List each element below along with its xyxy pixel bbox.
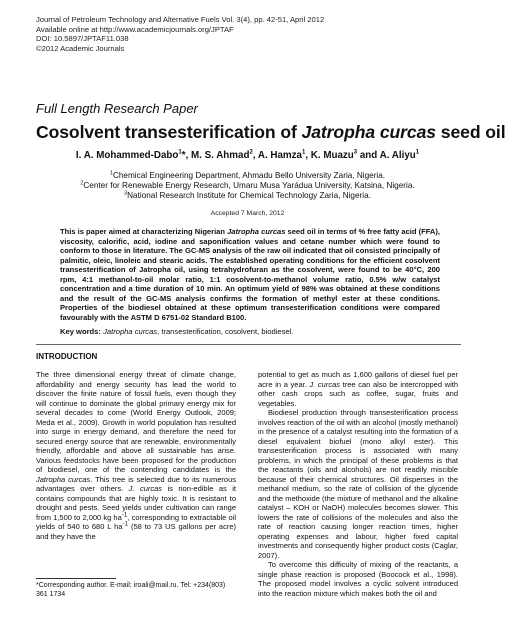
paper-type: Full Length Research Paper	[36, 101, 198, 116]
title-part-1: Cosolvent transesterification of	[36, 122, 302, 142]
abstract-italic: Jatropha curcas	[227, 227, 286, 236]
author-list	[0, 150, 495, 161]
body-italic: J. curcas	[128, 484, 163, 493]
keywords-label: Key words:	[60, 327, 101, 336]
affiliation	[0, 191, 495, 200]
body-text: tree can also be intercropped with other cash crops such as coffee, sugar, fruits and vegetables.	[258, 379, 458, 408]
intro-paragraph	[36, 370, 236, 541]
body-text: The three dimensional energy threat of climate change, affordability and energy security has lead the world to discover the finite nature of fossil fuels, even though they will continue to dominate the global primary energy mix for several decades to come (World Energy Outlook, 2009; Meda et al., 2009). Growth in world population has resulted into surge in energy demand, and therefore the need for secured energy source that are renewable, environmentally friendly, affordable and above all sustainable has arise. Various feedstocks have been proposed for the production of biodiesel, one of the contending candidates is the	[36, 370, 236, 474]
right-column	[258, 370, 458, 598]
journal-copyright: ©2012 Academic Journals	[36, 43, 125, 53]
paper-title	[36, 122, 506, 143]
author-affil-mark: 2	[249, 149, 253, 156]
affiliation	[0, 171, 495, 180]
keywords	[60, 327, 440, 337]
abstract-text: This is paper aimed at characterizing Nigerian	[60, 227, 228, 236]
corresponding-author-footnote: *Corresponding author. E-mail: iroali@mail.ru. Tel: +234(803) 361 1734	[36, 582, 226, 598]
intro-paragraph: Biodiesel production through transesterification process involves reaction of the oil with an alcohol (mostly methanol) in the presence of a catalyst resulting into the formation of a diesel equivalent biofuel (mono alkyl ester). This transesterification process is associated with many problems, in which the principal of these problems is that the reactants (oils and alcohols) are not readily miscible because of their chemical structures. Oil disperses in the methanol medium, so the rate of collision of the glyceride and the methoxide (the mixture of methanol and the alkaline catalyst – KOH or NaOH) molecules becomes slower. This lowers the rate of collisions of the molecules and also the rate of reaction causing longer reaction times, higher operating expenses and labour, higher fixed capital investments and consequently higher product costs (Caglar, 2007).	[258, 408, 458, 560]
keywords-italic: Jatropha curcas	[103, 327, 158, 336]
title-part-2: seed oil	[435, 122, 506, 142]
author-affil-mark: 1	[415, 149, 420, 156]
author-name: I. A. Mohammed-Dabo	[75, 150, 179, 161]
author-affil-mark: 1	[302, 149, 306, 156]
affiliation	[0, 181, 495, 190]
body-italic: J. curcas	[309, 379, 340, 389]
body-italic: Jatropha curcas	[36, 474, 91, 484]
affiliation-text: Center for Renewable Energy Research, Umaru Musa Yarádua University, Katsina, Nigeria.	[83, 181, 415, 190]
left-column	[36, 370, 236, 541]
journal-header	[36, 15, 466, 53]
affiliation-text: Chemical Engineering Department, Ahmadu Bello University Zaria, Nigeria.	[112, 171, 386, 180]
author-separator: ,	[252, 150, 258, 161]
author-affil-mark: 1	[178, 149, 182, 156]
affiliation-mark: 3	[124, 190, 128, 197]
keywords-list: , transesterification, cosolvent, biodiesel.	[157, 327, 294, 336]
affiliation-mark: 2	[80, 180, 84, 187]
footnote-divider	[36, 578, 116, 579]
author-separator: ,	[305, 150, 311, 161]
body-text: potential to get as much as 1,600 gallons of diesel fuel per acre in a year.	[258, 370, 458, 389]
body-text: is non-edible as it contains compounds that are highly toxic. It is resistant to drought and pests. Seed yields under cultivation can range from 1,500 to 2,000 kg ha	[36, 484, 236, 522]
journal-doi: DOI: 10.5897/JPTAF11.038	[36, 34, 129, 44]
section-heading: INTRODUCTION	[36, 352, 98, 361]
author-separator: *,	[181, 150, 192, 161]
author-name: A. Aliyu	[379, 150, 416, 161]
journal-url: Available online at http://www.academicjournals.org/JPTAF	[36, 24, 234, 34]
author-name: M. S. Ahmad	[191, 150, 250, 161]
intro-paragraph	[258, 370, 458, 408]
author-separator: and	[357, 150, 380, 161]
body-superscript: -1	[122, 520, 129, 528]
author-name: K. Muazu	[310, 150, 354, 161]
affiliation-mark: 1	[109, 170, 113, 177]
body-superscript: -1	[121, 511, 128, 518]
abstract	[60, 227, 440, 322]
section-divider	[36, 344, 461, 345]
body-text: (58 to 73 US gallons per acre) and they have the	[36, 522, 237, 541]
abstract-text: seed oil in terms of % free fatty acid (FFA), viscosity, calorific, acid, iodine and saponification values and cetane number which were found to conform to those in literature. The GC-MS analysis of the raw oil indicated that oil consisted principally of palmitic, oleic, linoleic and stearic acids. The established operating conditions for the efficient cosolvent transesterification of Jatropha oil, using tetrahydrofuran as the cosolvent, were found to be 40°C, 200 rpm, 4:1 methanol-to-oil molar ratio, 1:1 cosolvent-to-methanol volume ratio, 0.5% w/w catalyst concentration and a time duration of 10 min. An optimum yield of 98% was obtained at these conditions and the result of the GC-MS analysis confirms the formation of methyl ester at these conditions. Properties of the biodiesel obtained at these optimum transesterification conditions were compared favourably with the ASTM D 6751-02 Standard B100.	[60, 227, 440, 322]
affiliation-text: National Research Institute for Chemical Technology Zaria, Nigeria.	[127, 191, 371, 200]
author-name: A. Hamza	[257, 150, 302, 161]
intro-paragraph: To overcome this difficulty of mixing of the reactants, a single phase reaction is proposed (Boocock et al., 1998). The proposed model involves a cyclic solvent introduced into the reaction mixture which makes both the oil and	[258, 560, 458, 598]
journal-citation: Journal of Petroleum Technology and Alternative Fuels Vol. 3(4), pp. 42-51, April 2012	[36, 15, 325, 24]
body-text: . This tree is selected due to its numerous advantages over others.	[36, 474, 236, 493]
body-text: , corresponding to extractable oil yields of 540 to 680 L ha	[36, 512, 236, 531]
title-italic: Jatropha curcas	[301, 122, 436, 142]
author-affil-mark: 3	[353, 149, 358, 156]
accepted-date: Accepted 7 March, 2012	[210, 210, 285, 217]
